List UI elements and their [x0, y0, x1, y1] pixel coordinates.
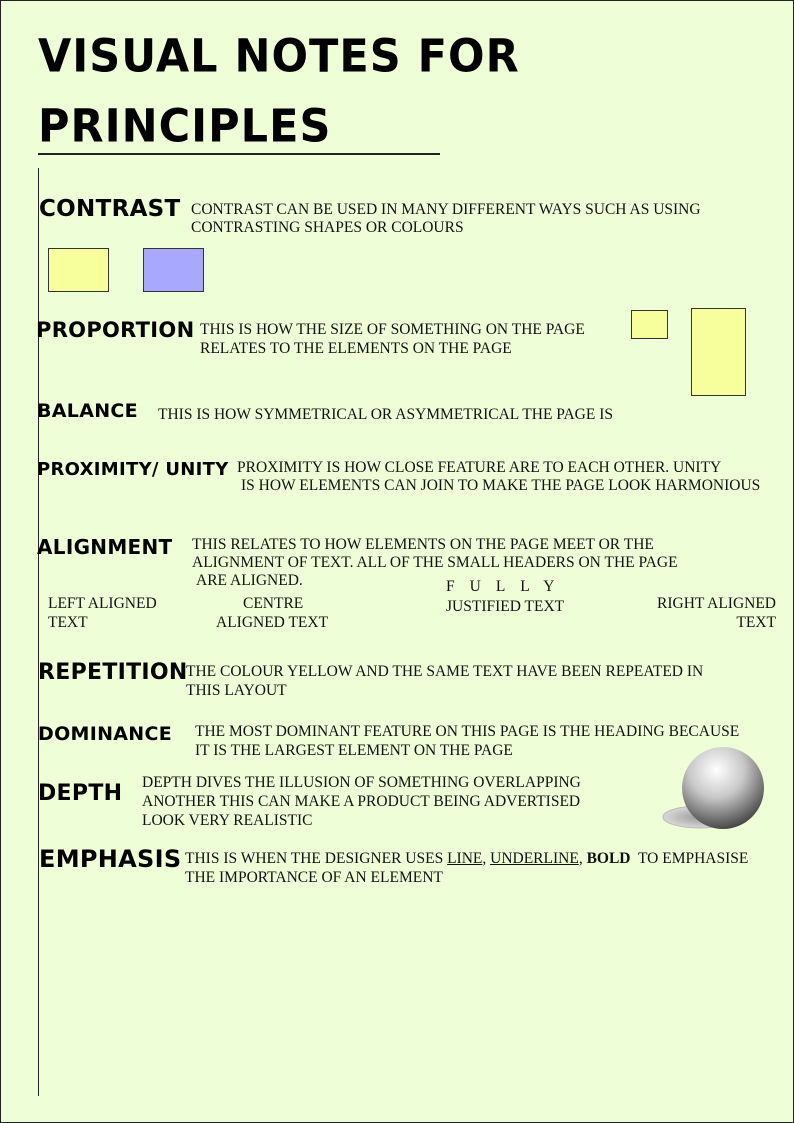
proportion-text-line-1: THIS IS HOW THE SIZE OF SOMETHING ON THE PAGE — [200, 321, 585, 338]
justified-example-line-1: FULLY — [446, 578, 570, 595]
page-title-line-2: PRINCIPLES — [38, 100, 332, 154]
emphasis-text-line-1 — [185, 849, 748, 868]
emphasis-separator-1: , — [482, 850, 491, 867]
repetition-text-line-1: THE COLOUR YELLOW AND THE SAME TEXT HAVE BEEN REPEATED IN — [186, 663, 704, 680]
proximity-text-line-1: PROXIMITY IS HOW CLOSE FEATURE ARE TO EACH OTHER. UNITY — [237, 459, 722, 476]
depth-text-line-1: DEPTH DIVES THE ILLUSION OF SOMETHING OVERLAPPING — [142, 774, 581, 791]
sphere — [682, 747, 764, 829]
proportion-small-box — [631, 310, 668, 339]
emphasis-separator-2: , — [578, 850, 587, 867]
emphasis-text-line-2: THE IMPORTANCE OF AN ELEMENT — [185, 869, 443, 886]
emphasis-heading: EMPHASIS — [39, 845, 182, 873]
proportion-heading: PROPORTION — [36, 318, 195, 342]
page-title-line-1: VISUAL NOTES FOR — [38, 30, 520, 84]
proximity-text-line-2: IS HOW ELEMENTS CAN JOIN TO MAKE THE PAGE LOOK HARMONIOUS — [241, 477, 761, 494]
emphasis-text-prefix: THIS IS WHEN THE DESIGNER USES — [185, 850, 448, 867]
emphasis-word-underline: UNDERLINE — [490, 850, 579, 867]
balance-heading: BALANCE — [37, 400, 138, 422]
depth-heading: DEPTH — [38, 781, 123, 806]
proportion-text-line-2: RELATES TO THE ELEMENTS ON THE PAGE — [200, 340, 512, 357]
vertical-margin-line — [38, 168, 39, 1096]
right-aligned-example-line-1: RIGHT ALIGNED — [657, 595, 776, 612]
proportion-large-box — [691, 308, 746, 396]
balance-text: THIS IS HOW SYMMETRICAL OR ASYMMETRICAL THE PAGE IS — [158, 406, 613, 423]
sphere-with-shadow-illustration — [660, 745, 770, 835]
depth-text-line-2: ANOTHER THIS CAN MAKE A PRODUCT BEING ADVERTISED — [142, 793, 581, 810]
alignment-text-line-3: ARE ALIGNED. — [196, 572, 303, 589]
title-underline — [38, 153, 440, 155]
alignment-text-line-1: THIS RELATES TO HOW ELEMENTS ON THE PAGE MEET OR THE — [192, 536, 654, 553]
contrast-text-line-1: CONTRAST CAN BE USED IN MANY DIFFERENT WAYS SUCH AS USING — [191, 201, 701, 218]
depth-text-line-3: LOOK VERY REALISTIC — [142, 812, 313, 829]
centre-aligned-example-line-1: CENTRE — [243, 595, 304, 612]
dominance-text-line-1: THE MOST DOMINANT FEATURE ON THIS PAGE IS THE HEADING BECAUSE — [195, 723, 740, 740]
left-aligned-example-line-1: LEFT ALIGNED — [48, 595, 157, 612]
repetition-text-line-2: THIS LAYOUT — [186, 682, 287, 699]
contrast-text-line-2: CONTRASTING SHAPES OR COLOURS — [191, 219, 464, 236]
justified-example-line-2: JUSTIFIED TEXT — [446, 598, 565, 615]
contrast-blue-box — [143, 248, 204, 292]
emphasis-word-bold: BOLD — [586, 850, 631, 867]
contrast-heading: CONTRAST — [39, 196, 181, 222]
proximity-unity-heading: PROXIMITY/ UNITY — [37, 459, 229, 480]
right-aligned-example-line-2: TEXT — [736, 614, 776, 631]
contrast-yellow-box — [48, 248, 109, 292]
left-aligned-example-line-2: TEXT — [48, 614, 88, 631]
dominance-heading: DOMINANCE — [38, 723, 173, 745]
dominance-text-line-2: IT IS THE LARGEST ELEMENT ON THE PAGE — [195, 742, 513, 759]
repetition-heading: REPETITION — [38, 660, 188, 685]
alignment-heading: ALIGNMENT — [37, 535, 173, 559]
emphasis-word-line: LINE — [447, 850, 483, 867]
alignment-text-line-2: ALIGNMENT OF TEXT. ALL OF THE SMALL HEADERS ON THE PAGE — [192, 554, 678, 571]
centre-aligned-example-line-2: ALIGNED TEXT — [216, 614, 329, 631]
emphasis-text-suffix: TO EMPHASISE — [630, 850, 749, 867]
